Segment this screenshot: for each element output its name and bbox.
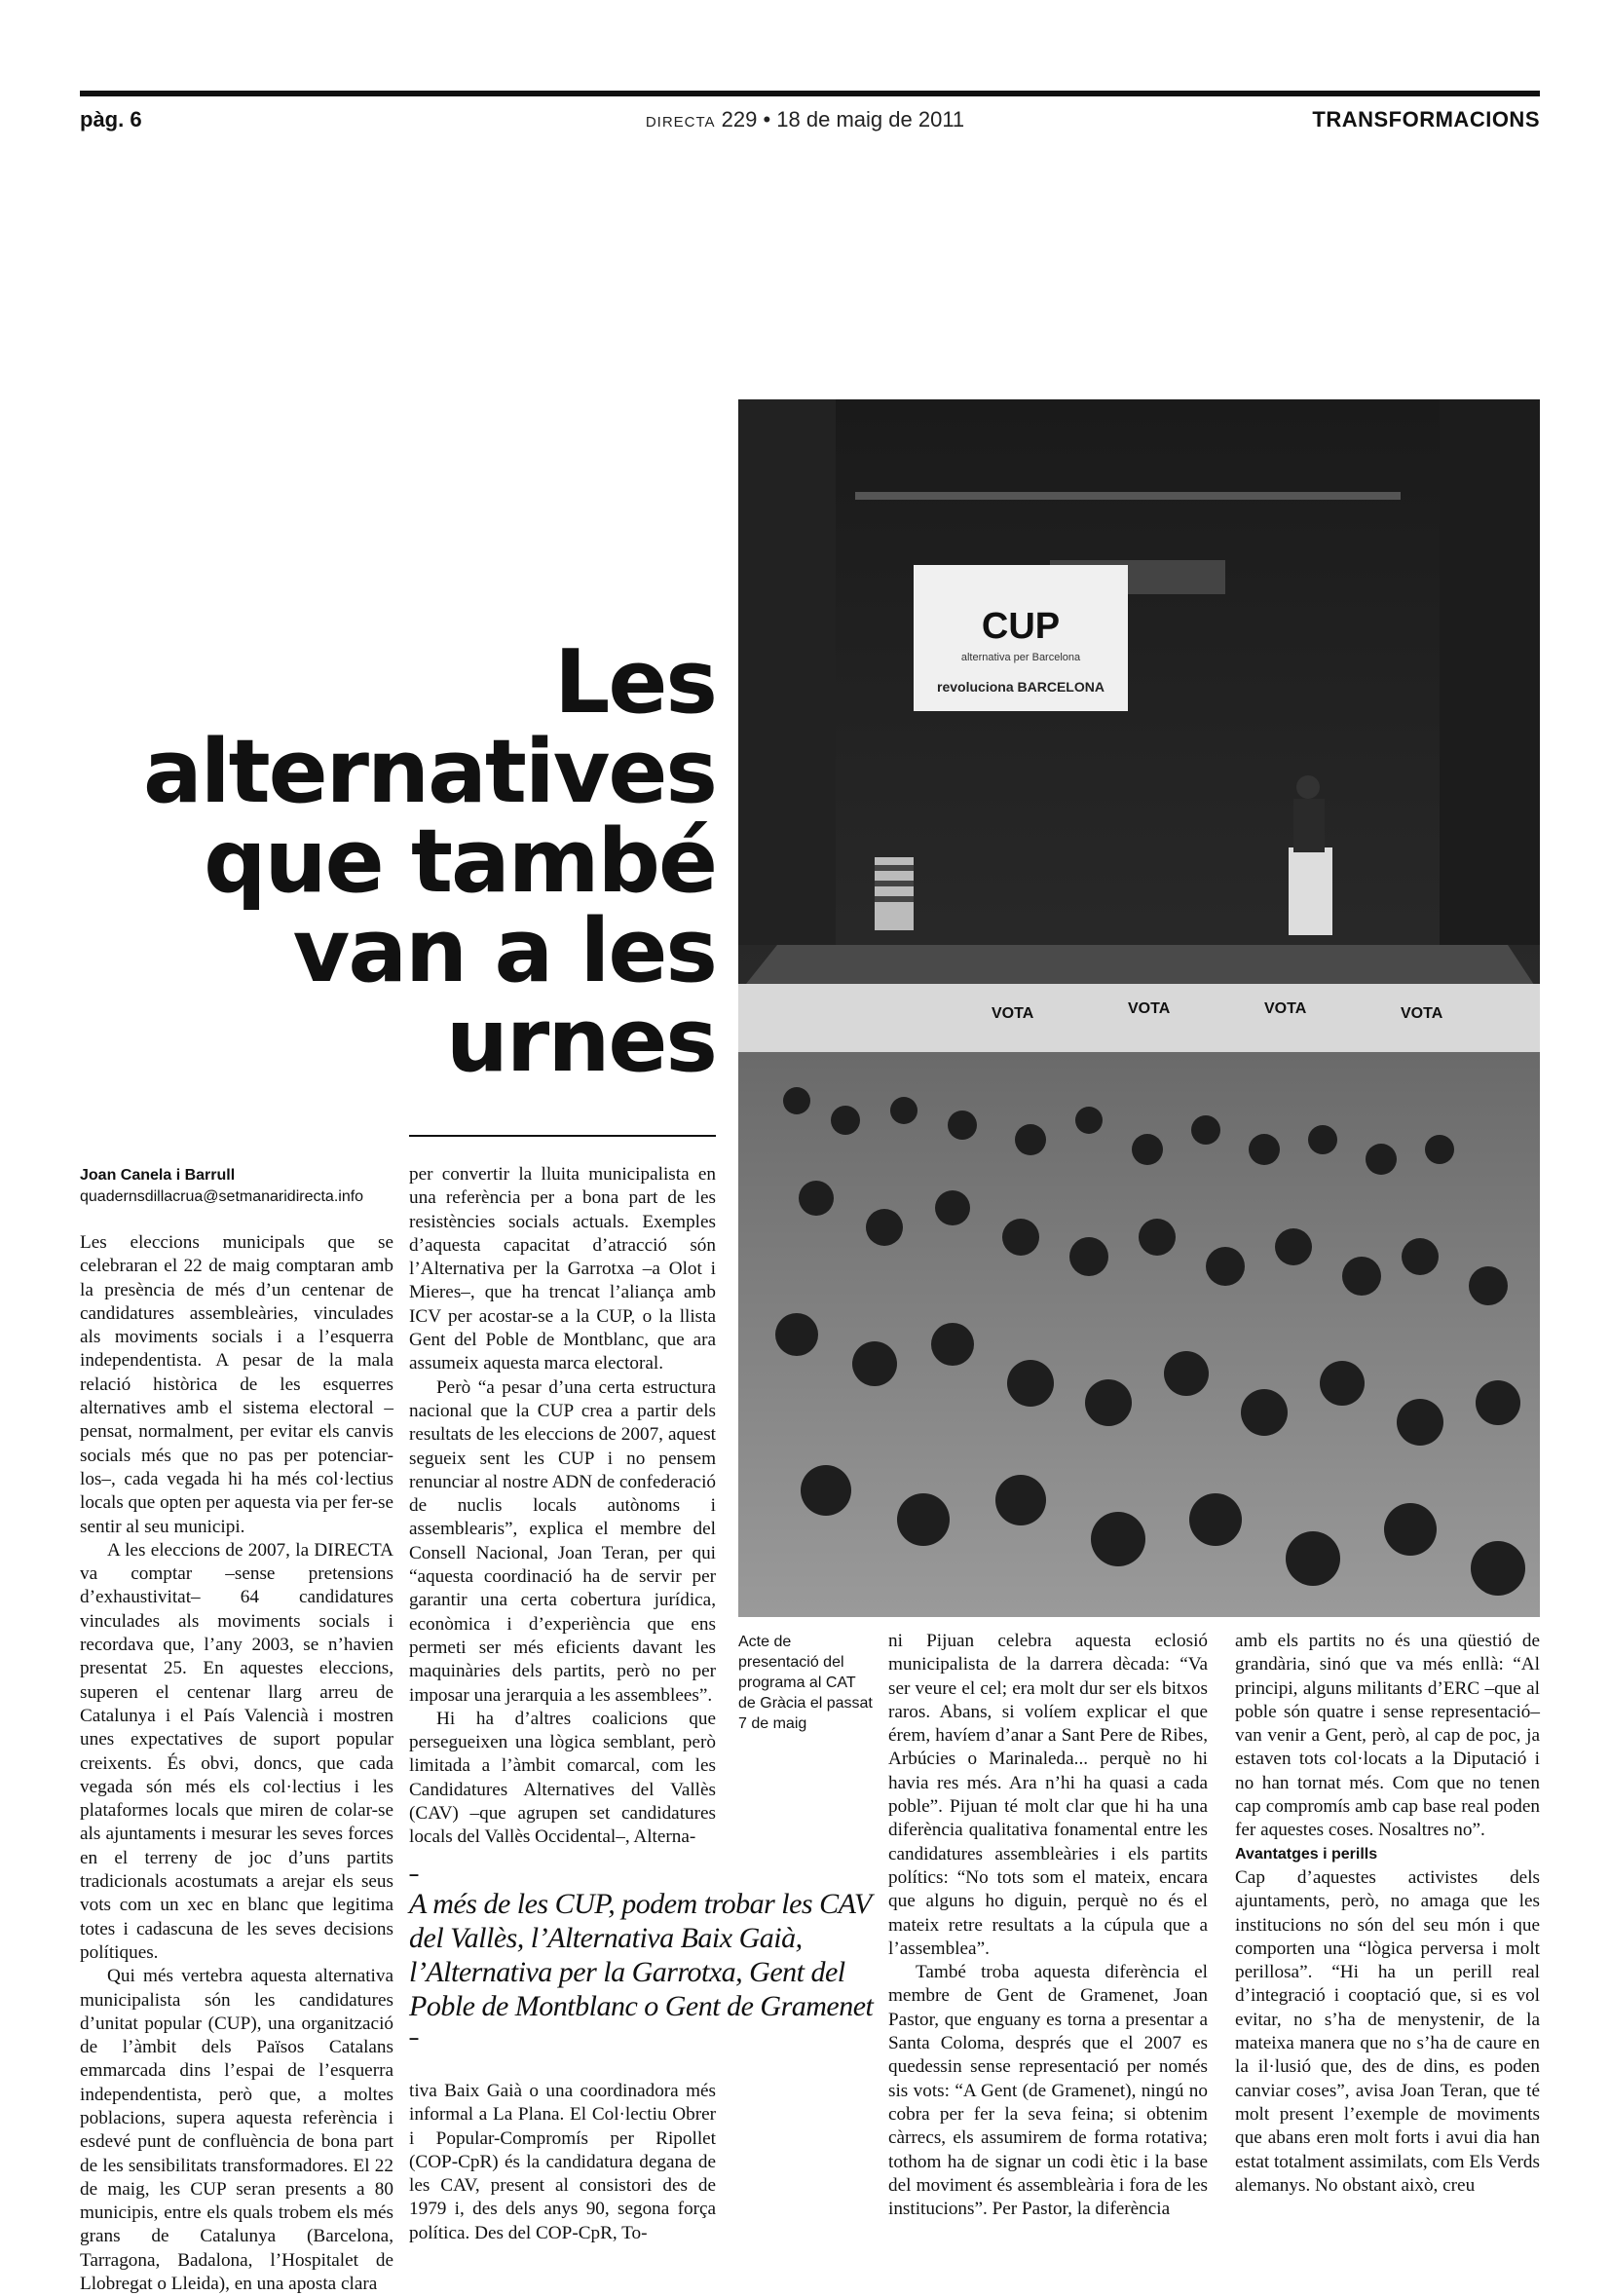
publication-name: DIRECTA xyxy=(645,114,716,131)
author-name: Joan Canela i Barrull xyxy=(80,1167,236,1184)
svg-text:VOTA: VOTA xyxy=(992,1005,1034,1022)
photo-caption: Acte de presentació del programa al CAT de Gràcia el passat 7 de maig xyxy=(738,1634,873,1732)
paragraph: Hi ha d’altres coalicions que persegueixen una lògica semblant, però limitada a l’àmbit comarcal, com les Candidatures Alternatives del Vallès (CAV) –que agrupen set candidatures locals del Vallès Occidental–, Alterna- xyxy=(409,1708,716,1848)
column-1 xyxy=(80,1231,393,2296)
top-rule xyxy=(80,91,1540,96)
headline-line: urnes xyxy=(445,990,716,1092)
paragraph: Cap d’aquestes activistes dels ajuntaments, però, no amaga que les institucions no són del seu món i que comporten una “lògica perversa i molt perillosa”. “Hi ha un perill real d’integració i cooptació que, si es vol evitar, no s’ha de menystenir, de la mateixa manera que no s’ha de caure en la il·lusió que, des de dins, es poden canviar coses”, avisa Joan Teran, que té molt present l’exemple de moviments que abans eren molt forts i avui dia han estat totalment assimilats, com Els Verds alemanys. No obstant això, creu xyxy=(1235,1866,1540,2196)
column-3 xyxy=(888,1630,1208,2221)
headline-line: que també xyxy=(204,810,716,913)
paragraph: Però “a pesar d’una certa estructura nacional que la CUP crea a partir dels resultats de les eleccions de 2007, aquest segueix sent les CUP i no pensem renunciar al nostre ADN de confederació de nuclis locals autònoms i assemblearis”, explica el membre del Consell Nacional, Joan Teran, per qui “aquesta coordinació ha de servir per garantir una certa cobertura jurídica, econòmica i d’experiència que ens permeti ser més eficients davant les maquinàries dels partits, però no per imposar una jerarquia a les assemblees”. xyxy=(409,1376,716,1706)
lectern xyxy=(1289,847,1332,935)
byline xyxy=(80,1165,392,1208)
screen-subtitle: alternativa per Barcelona xyxy=(960,652,1081,663)
curtain-right xyxy=(1440,399,1540,945)
column-4 xyxy=(1235,1630,1540,2198)
svg-text:VOTA: VOTA xyxy=(1264,1000,1307,1017)
paragraph: ni Pijuan celebra aquesta eclosió municipalista de la darrera dècada: “Va ser veure el cel; era molt dur ser els bitxos raros. Abans, si volíem explicar el que érem, havíem d’anar a Sant Pere de Ribes, Arbúcies o Marinaleda... perquè no hi havia res més. Ara n’hi ha quasi a cada poble”. Pijuan té molt clar que hi ha una diferència qualitativa fonamental entre les candidatures assembleàries i els partits polítics: “No tots som el mateix, encara que alguns ho diguin, perquè no és el mateix retre resultats a la cúpula que a l’assemblea”. xyxy=(888,1631,1208,1959)
paragraph: També troba aquesta diferència el membre de Gent de Gramenet, Joan Pastor, que enguany es torna a presentar a Santa Coloma, després que el 2007 es quedessin sense representació per només sis vots: “A Gent (de Gramenet), ningú no cobra per fer la seva feina; si obtenim càrrecs, els assumirem de forma rotativa; tothom ha de signar un codi ètic i la base del moviment és assembleària i fora de les institucions”. Per Pastor, la diferència xyxy=(888,1962,1208,2220)
subheading: Avantatges i perills xyxy=(1235,1845,1378,1863)
pull-quote xyxy=(409,1865,881,2047)
pull-quote-dash: – xyxy=(409,1864,420,1884)
paragraph: Qui més vertebra aquesta alternativa municipalista són les candidatures d’unitat popular (CUP), una organització de l’àmbit dels Països Catalans emmarcada dins l’espai de l’esquerra independentista, però que, a moltes poblacions, supera aquesta referència i esdevé punt de confluència de bona part de les sensibilitats transformadores. El 22 de maig, les CUP seran presents a 80 municipis, entre els quals trobem els més grans de Catalunya (Barcelona, Tarragona, Badalona, l’Hospitalet de Llobregat o Lleida), en una aposta clara xyxy=(80,1966,393,2295)
svg-text:VOTA: VOTA xyxy=(1128,1000,1171,1017)
page-number: pàg. 6 xyxy=(80,107,142,132)
headline-line: alternatives xyxy=(143,721,716,823)
pull-quote-dash: – xyxy=(409,2028,420,2048)
curtain-left xyxy=(738,399,836,945)
photo-illustration xyxy=(738,399,1540,1617)
author-email[interactable]: quadernsdillacrua@setmanaridirecta.info xyxy=(80,1188,364,1205)
paragraph: Les eleccions municipals que se celebraran el 22 de maig comptaran amb la presència de més d’un centenar de candidatures assembleàries, vinculades als moviments socials i a l’esquerra independentista. A pesar de la mala relació històrica de les esquerres alternatives amb el sistema electoral –pensat, normalment, per evitar els canvis socials més que no pas per potenciar-los–, cada vegada hi ha més col·lectius locals que opten per aquesta via per fer-se sentir al seu municipi. xyxy=(80,1232,393,1537)
screen-slogan: revoluciona BARCELONA xyxy=(937,679,1105,695)
column-2-continued xyxy=(409,2080,716,2245)
headline xyxy=(127,631,716,1092)
event-photo xyxy=(738,399,1540,1617)
column-2 xyxy=(409,1163,716,1850)
svg-text:VOTA: VOTA xyxy=(1401,1005,1443,1022)
paragraph: amb els partits no és una qüestió de grandària, sinó que va més enllà: “Al principi, alguns militants d’ERC –que al poble són quatre i sense representació– van venir a Gent, però, al cap de poc, ja estaven tots col·locats a la Diputació i no han tornat més. Com que no tenen cap compromís amb cap base real poden fer aquestes coses. Nosaltres no”. xyxy=(1235,1631,1540,1841)
issue-date: 229 • 18 de maig de 2011 xyxy=(721,107,965,132)
headline-line: Les xyxy=(554,631,716,734)
paragraph: tiva Baix Gaià o una coordinadora més informal a La Plana. El Col·lectiu Obrer i Popular-Compromís per Ripollet (COP-CpR) és la candidatura degana de les CAV, present al consistori des de 1979 i, des dels anys 90, segona força política. Des del COP-CpR, To- xyxy=(409,2081,716,2243)
headline-line: van a les xyxy=(292,900,716,1002)
headline-rule xyxy=(409,1135,716,1137)
screen-logo: CUP xyxy=(981,606,1061,647)
paragraph: per convertir la lluita municipalista en una referència per a bona part de les resistències socials actuals. Exemples d’aquesta capacitat d’atracció són l’Alternativa per la Garrotxa –a Olot i Mieres–, que ha trencat l’aliança amb ICV per acostar-se a la CUP, o la llista Gent del Poble de Montblanc, que ara assumeix aquesta marca electoral. xyxy=(409,1164,716,1374)
section-name: TRANSFORMACIONS xyxy=(1312,107,1540,132)
paragraph: A les eleccions de 2007, la DIRECTA va comptar –sense pretensions d’exhaustivitat– 64 candidatures vinculades als moviments socials i recordava que, l’any 2003, se n’havien presentat 25. En aquestes eleccions, superen el centenar llarg arreu de Catalunya i el País Valencià i mostren unes expectatives de suport popular creixents. És obvi, doncs, que cada vegada són més els col·lectius i les plataformes locals que miren de colar-se als ajuntaments i mesurar les seves forces en el terreny de joc d’uns partits tradicionals acostumats a arejar els seus vots com un xec en blanc que legitima totes i cadascuna de les seves decisions polítiques. xyxy=(80,1539,393,1963)
pull-quote-text: A més de les CUP, podem trobar les CAV del Vallès, l’Alternativa Baix Gaià, l’Alternativa per la Garrotxa, Gent del Poble de Montblanc o Gent de Gramenet xyxy=(409,1888,874,2022)
